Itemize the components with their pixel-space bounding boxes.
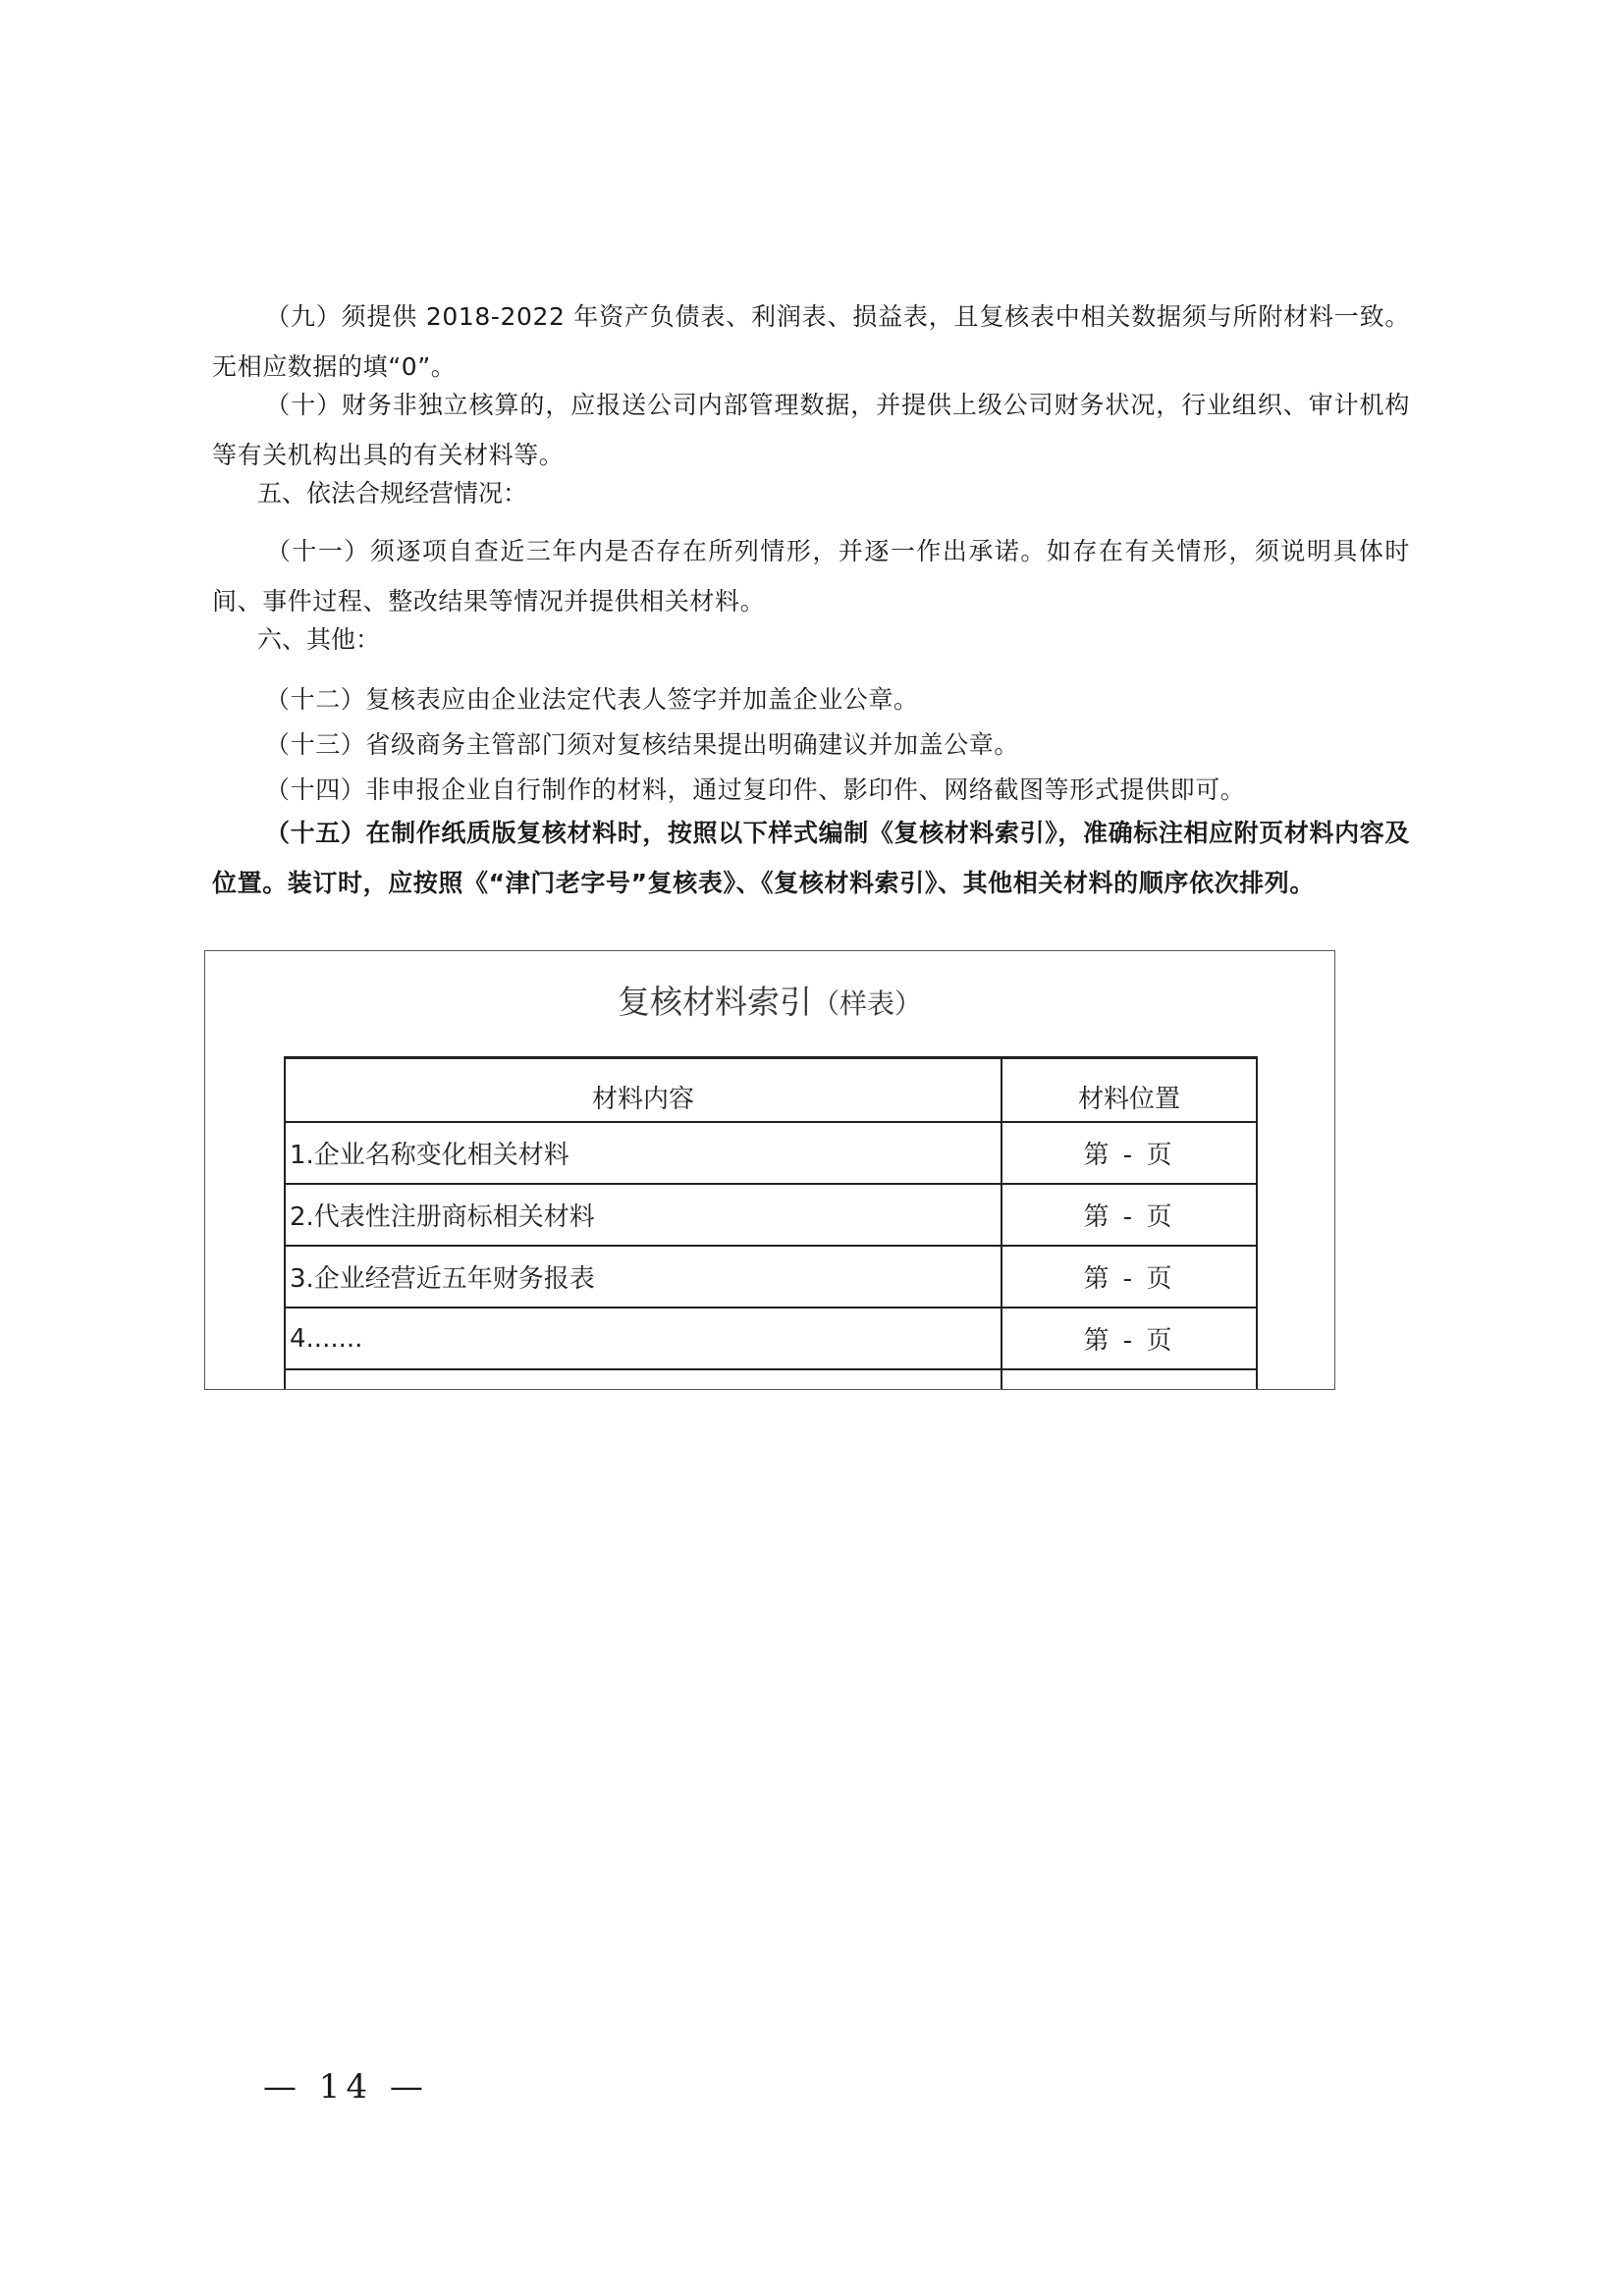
row-position: 第 - 页 [1001, 1246, 1257, 1308]
paragraph-10: （十）财务非独立核算的，应报送公司内部管理数据，并提供上级公司财务状况，行业组织、审计机构等有关机构出具的有关材料等。 [212, 391, 1410, 469]
paragraph-14: （十四）非申报企业自行制作的材料，通过复印件、影印件、网络截图等形式提供即可。 [265, 775, 1246, 804]
section-heading-5: 五、依法合规经营情况： [257, 479, 528, 507]
sample-title-main: 复核材料索引 [617, 983, 812, 1021]
paragraph-13: （十三）省级商务主管部门须对复核结果提出明确建议并加盖公章。 [265, 730, 1020, 759]
paragraph-9: （九）须提供 2018-2022 年资产负债表、利润表、损益表，且复核表中相关数据须与所附材料一致。无相应数据的填“0”。 [212, 302, 1410, 381]
table-row-cut [285, 1369, 1257, 1390]
material-index-table [284, 1056, 1258, 1390]
table-row [285, 1308, 1257, 1369]
table-row [285, 1246, 1257, 1308]
header-content: 材料内容 [285, 1058, 1001, 1123]
row-content: 2.代表性注册商标相关材料 [285, 1184, 1001, 1246]
row-content: 1.企业名称变化相关材料 [285, 1122, 1001, 1184]
table-header-row [285, 1058, 1257, 1123]
row-position: 第 - 页 [1001, 1308, 1257, 1369]
row-position: 第 - 页 [1001, 1184, 1257, 1246]
section-heading-6: 六、其他： [257, 625, 381, 654]
paragraph-12: （十二）复核表应由企业法定代表人签字并加盖企业公章。 [265, 685, 919, 714]
row-position-empty [1001, 1369, 1257, 1390]
paragraph-11: （十一）须逐项自查近三年内是否存在所列情形，并逐一作出承诺。如存在有关情形，须说明具体时间、事件过程、整改结果等情况并提供相关材料。 [212, 537, 1410, 615]
row-content: 4....... [285, 1308, 1001, 1369]
sample-title [205, 977, 1334, 1023]
row-content-empty [285, 1369, 1001, 1390]
row-content: 3.企业经营近五年财务报表 [285, 1246, 1001, 1308]
paragraph-15: （十五）在制作纸质版复核材料时，按照以下样式编制《复核材料索引》，准确标注相应附页材料内容及位置。装订时，应按照《“津门老字号”复核表》、《复核材料索引》、其他相关材料的顺序依次排列。 [212, 819, 1410, 897]
table-row [285, 1184, 1257, 1246]
sample-title-sub: （样表） [811, 988, 922, 1020]
sample-index-box [204, 950, 1335, 1390]
table-row [285, 1122, 1257, 1184]
header-position: 材料位置 [1001, 1058, 1257, 1123]
row-position: 第 - 页 [1001, 1122, 1257, 1184]
page-number: — 14 — [263, 2067, 429, 2107]
